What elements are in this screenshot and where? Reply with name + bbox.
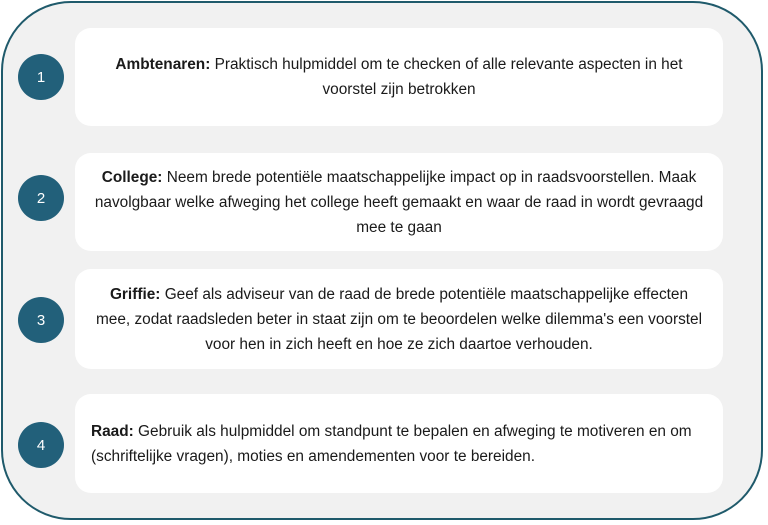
card-title: Ambtenaren: <box>115 56 211 73</box>
card-title: Raad: <box>91 422 134 440</box>
card-title: Griffie: <box>109 285 161 303</box>
card-description: Neem brede potentiële maatschappelijke impact op in raadsvoorstellen. Maak navolgbaar welke afweging het college heeft gemaakt en waar de raad in wordt gevraagd mee te gaan <box>94 168 704 236</box>
stakeholder-card <box>75 28 723 126</box>
step-number-badge: 1 <box>18 54 64 100</box>
step-number-badge: 3 <box>18 297 64 343</box>
card-text <box>93 165 705 240</box>
card-text <box>93 52 705 102</box>
card-title: College: <box>101 168 163 186</box>
card-description: Gebruik als hulpmiddel om standpunt te bepalen en afweging te motiveren en om (schriftelijke vragen), moties en amendementen voor te bereiden. <box>91 422 692 465</box>
card-text <box>93 282 705 357</box>
stakeholder-card <box>75 269 723 369</box>
stakeholder-card <box>75 153 723 251</box>
card-text <box>91 419 705 469</box>
card-description: Geef als adviseur van de raad de brede potentiële maatschappelijke effecten mee, zodat raadsleden beter in staat zijn om te beoordelen welke dilemma's een voorstel voor hen in zich heeft en hoe ze zich daartoe verhouden. <box>95 285 703 353</box>
card-description: Praktisch hulpmiddel om te checken of alle relevante aspecten in het voorstel zijn betrokken <box>214 56 683 98</box>
step-number-badge: 2 <box>18 175 64 221</box>
stakeholder-card <box>75 394 723 493</box>
step-number-badge: 4 <box>18 422 64 468</box>
